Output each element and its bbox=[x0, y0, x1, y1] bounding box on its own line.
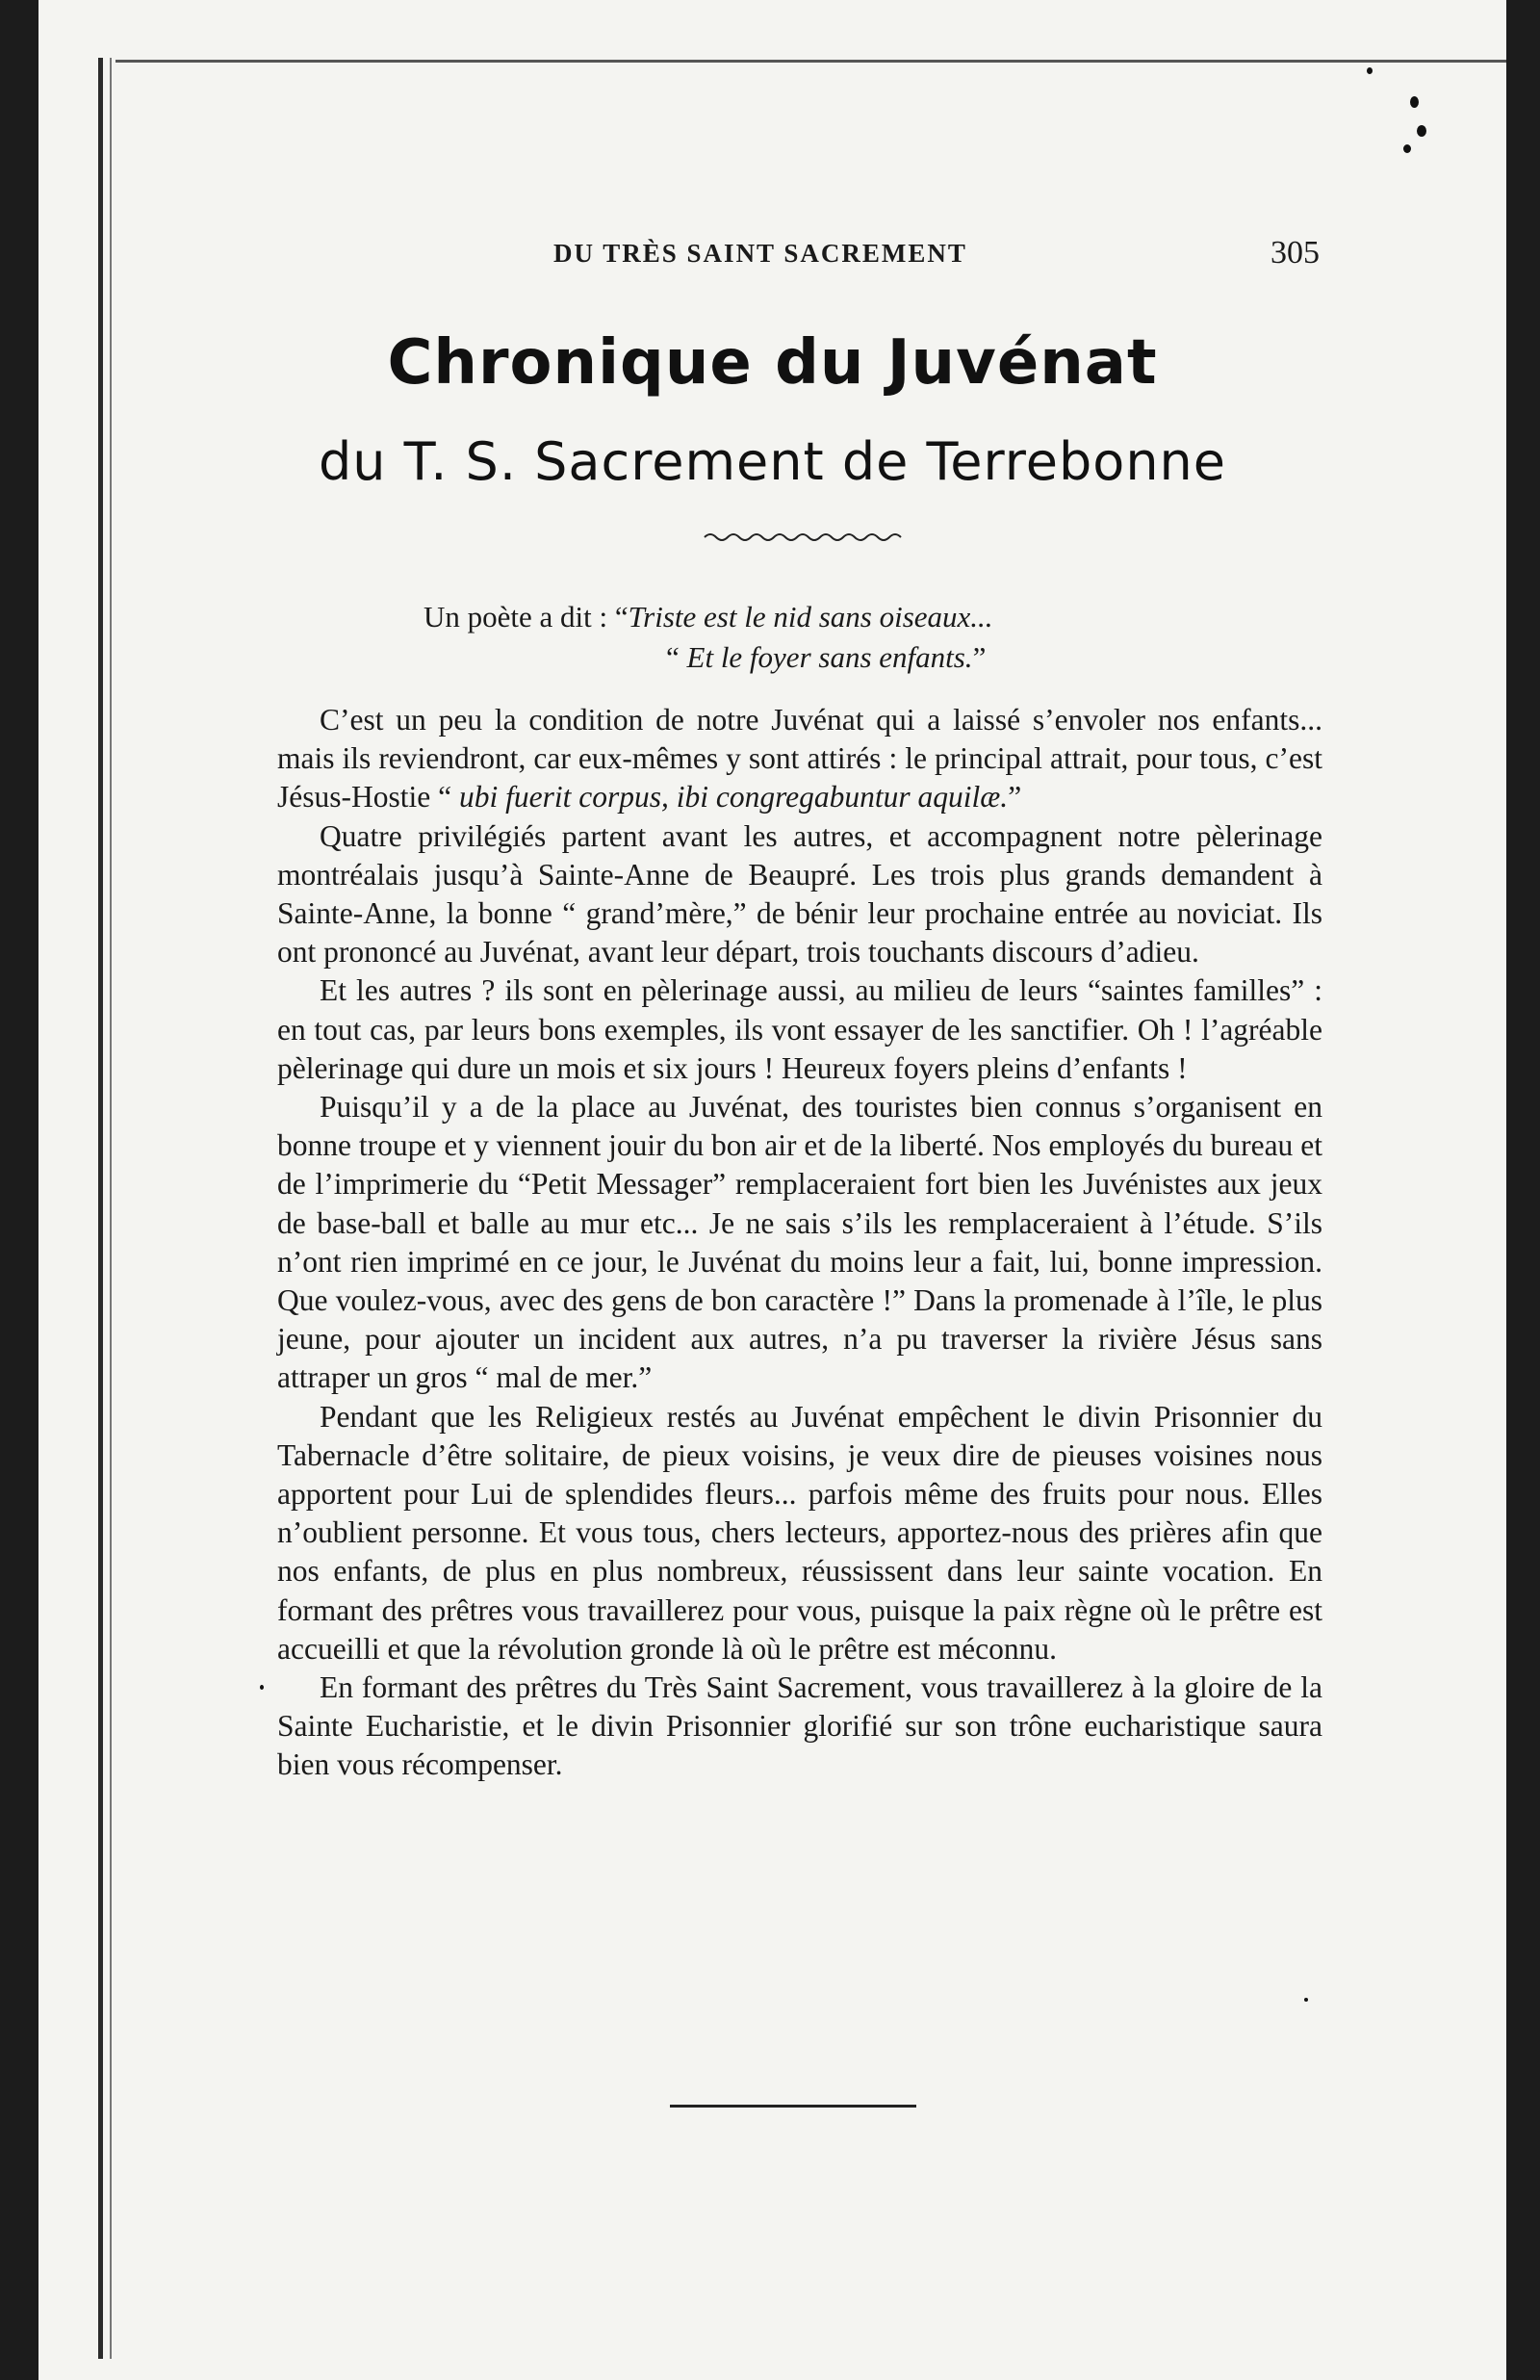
article-title: Chronique du Juvénat bbox=[387, 327, 1158, 399]
running-title: DU TRÈS SAINT SACREMENT bbox=[553, 239, 967, 268]
ink-speck bbox=[1410, 96, 1419, 108]
running-head bbox=[279, 235, 1338, 277]
epigraph-line-2 bbox=[424, 637, 1290, 678]
epigraph-open-quote: “ bbox=[666, 640, 687, 674]
article-body bbox=[277, 693, 1322, 1785]
paragraph-4: Puisqu’il y a de la place au Juvénat, des touristes bien connus s’organisent en bonne troupe et y viennent jouir du bon air et de la liberté. Nos employés du bureau et de l’imprimerie du “Petit Messager” remplaceraient fort bien les Juvénistes aux jeux de base-ball et balle au mur etc... Je ne sais s’ils les remplaceraient à l’étude. S’ils n’ont rien imprimé en ce jour, le Juvénat du moins leur a fait, lui, bonne impression. Que voulez-vous, avec des gens de bon caractère !” Dans la promenade à l’île, le plus jeune, pour ajouter un incident aux autres, n’a pu traverser la rivière Jésus sans attraper un gros “ mal de mer.” bbox=[277, 1090, 1322, 1395]
ink-speck bbox=[1367, 67, 1373, 74]
article-subtitle: du T. S. Sacrement de Terrebonne bbox=[318, 431, 1227, 492]
ink-speck bbox=[1304, 1998, 1308, 2002]
closing-rule bbox=[670, 2105, 916, 2108]
paragraph-1 bbox=[277, 701, 1322, 817]
paragraph-2: Quatre privilégiés partent avant les autres, et accompagnent notre pèlerinage montréalais jusqu’à Sainte-Anne de Beaupré. Les trois plus grands demandent à Sainte-Anne, la bonne “ grand’mère,” de bénir leur prochaine entrée au noviciat. Ils ont prononcé au Juvénat, avant leur départ, trois touchants discours d’adieu. bbox=[277, 818, 1322, 970]
page-gutter-rule-thin bbox=[110, 58, 112, 2359]
paragraph-3: Et les autres ? ils sont en pèlerinage aussi, au milieu de leurs “saintes familles” : en tout cas, par leurs bons exemples, ils vont essayer de les sanctifier. Oh ! l’agréable pèlerinage qui dure un mois et six jours ! Heureux foyers pleins d’enfants ! bbox=[277, 973, 1322, 1085]
epigraph-line-1 bbox=[424, 597, 1290, 637]
paragraph-1-latin: ubi fuerit corpus, ibi congregabuntur aquilæ. bbox=[458, 780, 1009, 815]
paragraph-6: En formant des prêtres du Très Saint Sacrement, vous travaillerez à la gloire de la Sainte Eucharistie, et le divin Prisonnier glorifié sur son trône eucharistique saura bien vous récompenser. bbox=[277, 1670, 1322, 1782]
ink-speck bbox=[1403, 144, 1411, 153]
epigraph-intro: Un poète a dit : “ bbox=[424, 600, 629, 634]
page-gutter-rule bbox=[98, 58, 103, 2359]
ornament-squiggle bbox=[703, 528, 905, 547]
epigraph-verse-2: Et le foyer sans enfants. bbox=[686, 640, 973, 674]
paragraph-5: Pendant que les Religieux restés au Juvénat empêchent le divin Prisonnier du Tabernacle d’être solitaire, de pieux voisins, je veux dire de pieuses voisines nous apportent pour Lui de splendides fleurs... parfois même des fruits pour nous. Elles n’oublient personne. Et vous tous, chers lecteurs, apportez-nous des prières afin que nos enfants, de plus en plus nombreux, réussissent dans leur sainte vocation. En formant des prêtres vous travaillerez pour vous, puisque la paix règne où le prêtre est accueilli et que la révolution gronde là où le prêtre est méconnu. bbox=[277, 1399, 1322, 1666]
paragraph-1-text: C’est un peu la condition de notre Juvénat qui a laissé s’envoler nos enfants... mais ils reviendront, car eux-mêmes y sont attirés : le principal attrait, pour tous, c’est Jésus-Hostie “ bbox=[277, 703, 1322, 815]
ink-speck bbox=[260, 1685, 264, 1690]
ink-speck bbox=[1417, 125, 1426, 137]
page-top-edge bbox=[116, 60, 1506, 63]
epigraph bbox=[424, 597, 1290, 678]
epigraph-close-quote: ” bbox=[972, 640, 987, 674]
paragraph-1-end: ” bbox=[1008, 780, 1022, 815]
epigraph-verse-1: Triste est le nid sans oiseaux... bbox=[628, 600, 993, 634]
page-number: 305 bbox=[1270, 235, 1320, 271]
book-page bbox=[38, 0, 1506, 2380]
